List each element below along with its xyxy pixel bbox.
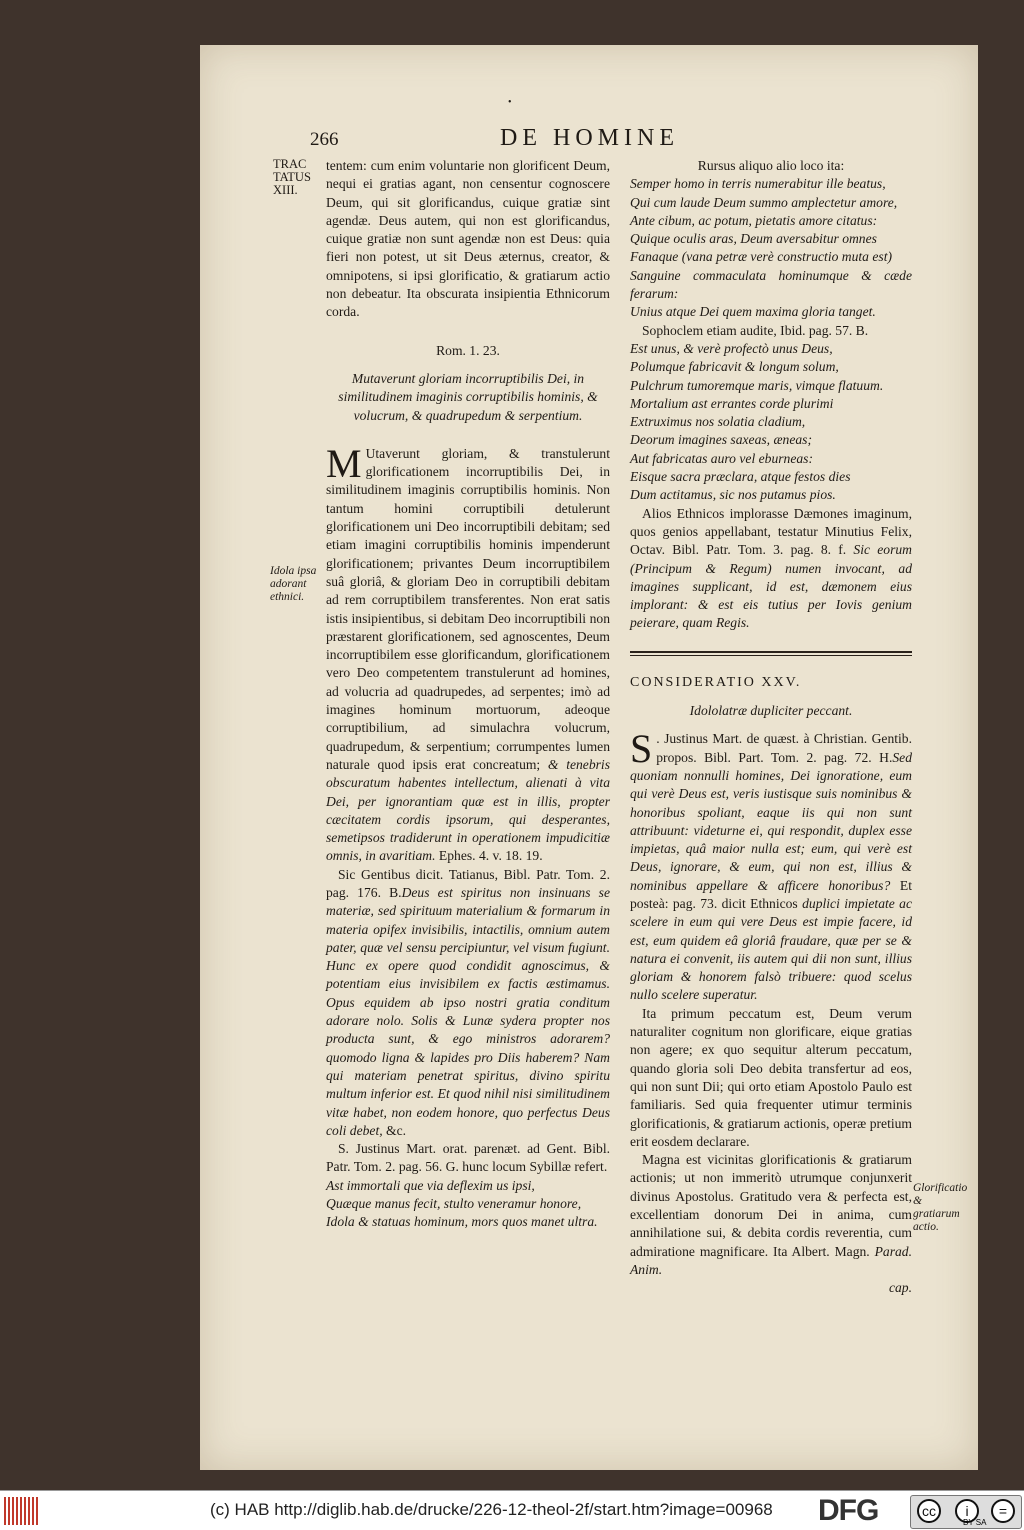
divider [630, 655, 912, 656]
verse-line: Pulchrum tumoremque maris, vimque flatuum. [630, 377, 884, 393]
paragraph: S. Justinus Mart. orat. parenæt. ad Gent. Bibl. Patr. Tom. 2. pag. 56. G. hunc locum Sybillæ refert. [326, 1141, 610, 1175]
cc-icon: cc [917, 1499, 941, 1523]
paragraph: Rursus aliquo alio loco ita: [697, 158, 845, 173]
paragraph: Sophoclem etiam audite, Ibid. pag. 57. B. [642, 322, 869, 338]
verse-line: Semper homo in terris numerabitur ille beatus, [630, 176, 886, 192]
verse-line: Ast immortali que via deflexim us ipsi, [326, 1177, 535, 1193]
verse-line: Unius atque Dei quem maxima gloria tanget. [630, 304, 876, 320]
paragraph: Ita primum peccatum est, Deum verum naturaliter cognitum non glorificare, eique gratias non agere; ex quo sequitur alterum peccatum, quando gloria soli Deo debita transfertur ad eos, qui non sunt Dii; qui orto etiam Apostolo Paulo est familiaris. Sed quia frequenter utimur terminis glorificationis, & gratiarum actionis, operæ pretium erit eosdem declarare. [630, 1005, 912, 1149]
section-subtitle: Idololatræ dupliciter peccant. [689, 703, 853, 719]
section-heading: CONSIDERATIO XXV. [630, 674, 802, 690]
paragraph: S . Justinus Mart. de quæst. à Christian. Gentib. propos. Bibl. Part. Tom. 2. pag. 72. H.Sed quoniam nonnulli homines, Dei ignoratione, eum qui verè Deus est, veris iustisque suis nominibus & honoribus spoliant, eaque iis qui non sunt attribuunt: videturne ei, qui respondit, duplex esse impietas, quâ maior nulla est; eum, qui verè est Deus, ignorare, & eum, qui non est, illius & nominibus appellare & afficere honoribus? Et posteà: pag. 73. dicit Ethnicos duplici impietate ac scelere in eum qui vere Deus est impie facere, id est, eum quidem eâ gloriâ fraudare, quæ per se & natura ei convenit, iis autem qui dii non sunt, illius gloriam & honorem falsò tribuere: quod scelus nullo scelere superatur. [630, 726, 913, 1003]
by-icon: i [955, 1499, 979, 1523]
paragraph: Magna est vicinitas glorificationis & gratiarum actionis; ut non immeritò utrumque conjunxerit divinus Apostolus. Gratitudo vera & perfecta est, excellentiam donorum Dei in anima, cum annihilatione sui, & debita cordis reverentia, cum admiratione magnificare. Ita Albert. Magn. Parad. Anim. [630, 1152, 912, 1277]
paragraph: M Utaverunt gloriam, & transtulerunt glorificationem incorruptibilis Dei, in similitudinem imaginis corruptibilis hominis. Non tantum homini corruptibili detulerunt glorificationem uni Deo incorruptibili debitam; sed etiam imagini corruptibilis hominis impenderunt glorificationem; privantes Deum incorruptibilem suâ gloriâ, & gloriam Deo in corruptibili debitam ad rem corruptibilem transferentes. Non erat satis istis insipientibus, si debitam Deo incorruptibili non præstarent glorificationem, sed agnoscentes, Deum incorruptibilem esse glorificandum, glorificationem vero Deo competentem transtulerunt ad homines, ad volucria ad quadrupedes, ad serpentes; imò ad imagines hominum mortuorum, adeoque corruptibilium, ad simulachra volucrum, quadrupedum, & serpentium; corrumpentes lumen naturale quod ipsis erat concreatum; & tenebris obscuratum habentes intellectum, alienati à vita Dei, per ignorantiam quæ est in illis, propter cæcitatem cordis ipsorum, qui desperantes, semetipsos tradiderunt in operationem impudicitiæ omnis, in avaritiam. Ephes. 4. v. 18. 19. [326, 440, 610, 864]
hab-logo [4, 1497, 38, 1525]
verse-line: Quæque manus fecit, stulto veneramur honore, [326, 1196, 582, 1212]
running-title: DE HOMINE [500, 125, 679, 151]
verse-line: Qui cum laude Deum summo amplectetur amore, [630, 194, 898, 210]
paragraph: Sic Gentibus dicit. Tatianus, Bibl. Patr. Tom. 2. pag. 176. B.Deus est spiritus non insinuans se materiæ, sed spirituum materialium & formarum in materia opifex invisibilis, intactilis, omnium autem pater, quæ vel sensu percipiuntur, vel visum fugiunt. Hunc ex opere quod condidit agnoscimus, & potentiam eius invisibilem ex factis æstimamus. Opus equidem ab ipso nostri gratia conditum adorare nolo. Solis & Lunæ sydera propter nos producta sunt, & ego ministros adorarem? quomodo ligna & lapides pro Diis haberem? Nam qui materiam penetrat spiritus, divino spiritu multum inferior est. Et quod nihil nisi similitudinem vitæ habet, non eodem honore, quo perfectus Deus coli debet, &c. [326, 866, 610, 1138]
verse-line: Ante cibum, ac potum, pietatis amore citatus: [630, 212, 878, 228]
drop-cap: S [630, 726, 653, 772]
drop-cap: M [326, 440, 362, 486]
paragraph: tentem: cum enim voluntarie non glorificent Deum, nequi ei gratias agant, non censentur cognoscere Deum, qui sit glorificandus, cuique gratiæ sint agendæ. Deus autem, qui non est glorificandus, cuique gratiæ non sunt agendæ non est Deus: quia fieri non potest, ut sit Deus æternus, creator, & omnipotens, si ipsi glorificatio, & gratiarum actio non debeatur. Ita obscurata insipientia Ethnicorum corda. [326, 158, 610, 320]
verse-line: Dum actitamus, sic nos putamus pios. [630, 487, 836, 503]
sa-icon: = [991, 1499, 1015, 1523]
verse-line: Deorum imagines saxeas, æneas; [630, 432, 812, 448]
verse-line: Extruximus nos solatia cladium, [630, 414, 806, 430]
paragraph: Alios Ethnicos implorasse Dæmones imaginum, quos genios appellabant, testatur Minutius Felix, Octav. Bibl. Patr. Tom. 3. pag. 8. f. Sic eorum (Principum & Regum) numen invocant, ad imagines supplicant, id est, dæmonem eius implorant: & est eis tutius per Iovis genium peierare, quam Regis. [630, 505, 912, 631]
margin-note-idola: Idola ipsa adorant ethnici. [270, 565, 317, 603]
dfg-logo: DFG [818, 1494, 879, 1527]
left-column [326, 157, 610, 1232]
verse-line: Idola & statuas hominum, mors quos manet ultra. [326, 1214, 598, 1230]
verse-line: Mortalium ast errantes corde plurimi [630, 395, 834, 411]
scripture-reference: Rom. 1. 23. [436, 342, 500, 358]
page-number: 266 [310, 129, 339, 150]
book-page [200, 45, 978, 1470]
viewer-footer [0, 1490, 1024, 1530]
margin-note-glorificatio: Glorificatio & gratiarum actio. [913, 1182, 968, 1233]
divider [630, 651, 912, 653]
verse-line: Aut fabricatas auro vel eburneas: [630, 450, 813, 466]
verse-line: Sanguine commaculata hominumque & cæde ferarum: [630, 267, 912, 302]
ornament: • [508, 97, 512, 108]
verse-line: Eisque sacra præclara, atque festos dies [630, 469, 851, 485]
verse-line: Quique oculis aras, Deum aversabitur omnes [630, 231, 877, 247]
catchword: cap. [888, 1280, 912, 1296]
verse-line: Est unus, & verè profectò unus Deus, [630, 340, 833, 356]
margin-note-tractatus: TRAC TATUS XIII. [273, 157, 311, 197]
scripture-quote: Mutaverunt gloriam incorruptibilis Dei, in similitudinem imaginis corruptibilis hominis, & volucrum, & quadrupedum & serpentium. [338, 370, 598, 423]
verse-line: Fanaque (vana petræ verè constructio muta est) [630, 249, 892, 265]
cc-license-badge[interactable] [910, 1495, 1022, 1529]
right-column [630, 157, 912, 1298]
verse-line: Polumque fabricavit & longum solum, [630, 359, 839, 375]
license-text: BY SA [963, 1518, 987, 1527]
copyright-link[interactable]: (c) HAB http://diglib.hab.de/drucke/226-12-theol-2f/start.htm?image=00968 [210, 1500, 773, 1519]
